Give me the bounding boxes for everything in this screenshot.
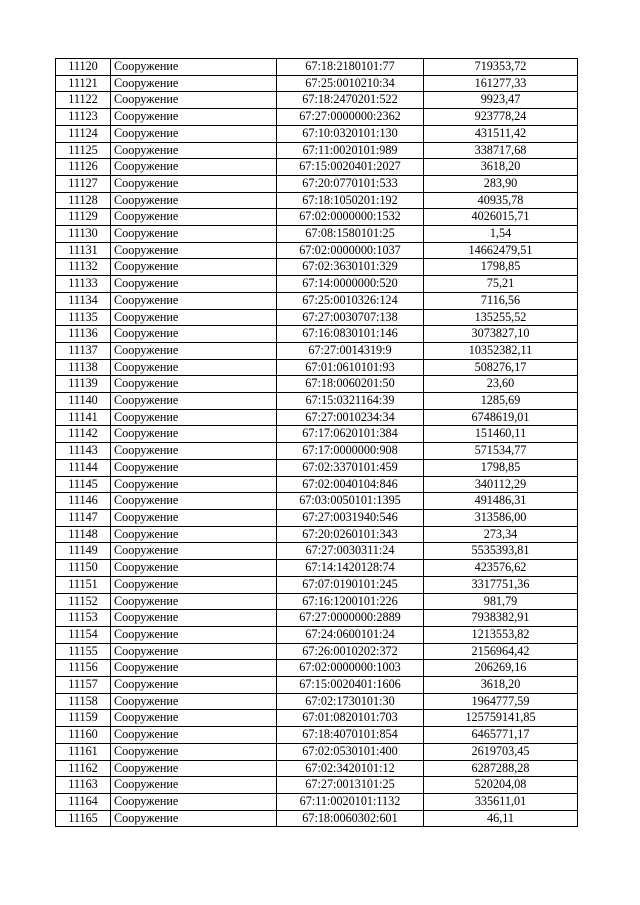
cadastral-number-cell: 67:18:1050201:192	[277, 192, 424, 209]
table-row	[56, 159, 578, 176]
cadastral-value-cell: 7938382,91	[424, 610, 578, 627]
cadastral-value-cell: 3618,20	[424, 677, 578, 694]
table-row	[56, 543, 578, 560]
table-row	[56, 409, 578, 426]
table-row	[56, 125, 578, 142]
row-number-cell: 11134	[56, 292, 111, 309]
row-number-cell: 11140	[56, 393, 111, 410]
object-type-cell: Сооружение	[111, 209, 277, 226]
cadastral-number-cell: 67:01:0820101:703	[277, 710, 424, 727]
row-number-cell: 11144	[56, 459, 111, 476]
object-type-cell: Сооружение	[111, 543, 277, 560]
table-row	[56, 426, 578, 443]
object-type-cell: Сооружение	[111, 426, 277, 443]
cadastral-value-cell: 571534,77	[424, 443, 578, 460]
row-number-cell: 11147	[56, 509, 111, 526]
table-row	[56, 192, 578, 209]
row-number-cell: 11154	[56, 626, 111, 643]
cadastral-value-cell: 206269,16	[424, 660, 578, 677]
cadastral-number-cell: 67:16:1200101:226	[277, 593, 424, 610]
cadastral-value-cell: 338717,68	[424, 142, 578, 159]
table-row	[56, 175, 578, 192]
object-type-cell: Сооружение	[111, 643, 277, 660]
object-type-cell: Сооружение	[111, 710, 277, 727]
cadastral-value-cell: 1798,85	[424, 259, 578, 276]
cadastral-value-cell: 1285,69	[424, 393, 578, 410]
object-type-cell: Сооружение	[111, 760, 277, 777]
object-type-cell: Сооружение	[111, 276, 277, 293]
object-type-cell: Сооружение	[111, 593, 277, 610]
row-number-cell: 11152	[56, 593, 111, 610]
table-row	[56, 292, 578, 309]
row-number-cell: 11131	[56, 242, 111, 259]
cadastral-number-cell: 67:18:0060201:50	[277, 376, 424, 393]
row-number-cell: 11151	[56, 576, 111, 593]
cadastral-number-cell: 67:01:0610101:93	[277, 359, 424, 376]
row-number-cell: 11126	[56, 159, 111, 176]
table-row	[56, 75, 578, 92]
row-number-cell: 11128	[56, 192, 111, 209]
row-number-cell: 11142	[56, 426, 111, 443]
cadastral-value-cell: 151460,11	[424, 426, 578, 443]
object-type-cell: Сооружение	[111, 376, 277, 393]
cadastral-value-cell: 981,79	[424, 593, 578, 610]
object-type-cell: Сооружение	[111, 693, 277, 710]
cadastral-number-cell: 67:14:1420128:74	[277, 560, 424, 577]
row-number-cell: 11137	[56, 342, 111, 359]
cadastral-value-cell: 340112,29	[424, 476, 578, 493]
row-number-cell: 11155	[56, 643, 111, 660]
cadastral-value-cell: 431511,42	[424, 125, 578, 142]
registry-table	[55, 58, 578, 827]
cadastral-value-cell: 283,90	[424, 175, 578, 192]
cadastral-number-cell: 67:02:1730101:30	[277, 693, 424, 710]
object-type-cell: Сооружение	[111, 393, 277, 410]
cadastral-value-cell: 75,21	[424, 276, 578, 293]
row-number-cell: 11136	[56, 326, 111, 343]
cadastral-number-cell: 67:20:0260101:343	[277, 526, 424, 543]
object-type-cell: Сооружение	[111, 409, 277, 426]
table-row	[56, 309, 578, 326]
table-row	[56, 359, 578, 376]
object-type-cell: Сооружение	[111, 326, 277, 343]
row-number-cell: 11130	[56, 226, 111, 243]
cadastral-value-cell: 508276,17	[424, 359, 578, 376]
cadastral-value-cell: 1798,85	[424, 459, 578, 476]
cadastral-value-cell: 1,54	[424, 226, 578, 243]
table-row	[56, 643, 578, 660]
cadastral-value-cell: 161277,33	[424, 75, 578, 92]
cadastral-number-cell: 67:15:0020401:1606	[277, 677, 424, 694]
object-type-cell: Сооружение	[111, 810, 277, 827]
table-row	[56, 242, 578, 259]
object-type-cell: Сооружение	[111, 793, 277, 810]
cadastral-value-cell: 2619703,45	[424, 743, 578, 760]
row-number-cell: 11157	[56, 677, 111, 694]
object-type-cell: Сооружение	[111, 192, 277, 209]
cadastral-value-cell: 1213553,82	[424, 626, 578, 643]
cadastral-number-cell: 67:17:0620101:384	[277, 426, 424, 443]
row-number-cell: 11160	[56, 727, 111, 744]
object-type-cell: Сооружение	[111, 159, 277, 176]
table-row	[56, 342, 578, 359]
cadastral-value-cell: 14662479,51	[424, 242, 578, 259]
row-number-cell: 11141	[56, 409, 111, 426]
cadastral-value-cell: 719353,72	[424, 59, 578, 76]
table-row	[56, 793, 578, 810]
cadastral-number-cell: 67:27:0000000:2889	[277, 610, 424, 627]
object-type-cell: Сооружение	[111, 443, 277, 460]
cadastral-value-cell: 10352382,11	[424, 342, 578, 359]
cadastral-number-cell: 67:11:0020101:1132	[277, 793, 424, 810]
row-number-cell: 11135	[56, 309, 111, 326]
object-type-cell: Сооружение	[111, 226, 277, 243]
cadastral-number-cell: 67:18:2470201:522	[277, 92, 424, 109]
cadastral-value-cell: 2156964,42	[424, 643, 578, 660]
table-row	[56, 810, 578, 827]
table-row	[56, 376, 578, 393]
cadastral-value-cell: 40935,78	[424, 192, 578, 209]
table-row	[56, 109, 578, 126]
table-row	[56, 560, 578, 577]
row-number-cell: 11133	[56, 276, 111, 293]
object-type-cell: Сооружение	[111, 309, 277, 326]
table-row	[56, 660, 578, 677]
cadastral-number-cell: 67:11:0020101:989	[277, 142, 424, 159]
cadastral-number-cell: 67:15:0321164:39	[277, 393, 424, 410]
row-number-cell: 11127	[56, 175, 111, 192]
cadastral-value-cell: 1964777,59	[424, 693, 578, 710]
cadastral-number-cell: 67:25:0010326:124	[277, 292, 424, 309]
table-row	[56, 476, 578, 493]
cadastral-value-cell: 923778,24	[424, 109, 578, 126]
table-row	[56, 610, 578, 627]
cadastral-number-cell: 67:02:0040104:846	[277, 476, 424, 493]
cadastral-value-cell: 273,34	[424, 526, 578, 543]
object-type-cell: Сооружение	[111, 476, 277, 493]
cadastral-number-cell: 67:27:0031940:546	[277, 509, 424, 526]
row-number-cell: 11124	[56, 125, 111, 142]
row-number-cell: 11125	[56, 142, 111, 159]
cadastral-number-cell: 67:27:0030311:24	[277, 543, 424, 560]
cadastral-number-cell: 67:02:0530101:400	[277, 743, 424, 760]
table-row	[56, 326, 578, 343]
object-type-cell: Сооружение	[111, 677, 277, 694]
object-type-cell: Сооружение	[111, 109, 277, 126]
table-row	[56, 276, 578, 293]
row-number-cell: 11146	[56, 493, 111, 510]
row-number-cell: 11138	[56, 359, 111, 376]
cadastral-number-cell: 67:18:0060302:601	[277, 810, 424, 827]
row-number-cell: 11164	[56, 793, 111, 810]
row-number-cell: 11165	[56, 810, 111, 827]
table-row	[56, 393, 578, 410]
cadastral-number-cell: 67:02:0000000:1003	[277, 660, 424, 677]
table-row	[56, 259, 578, 276]
cadastral-number-cell: 67:27:0014319:9	[277, 342, 424, 359]
row-number-cell: 11150	[56, 560, 111, 577]
row-number-cell: 11145	[56, 476, 111, 493]
table-row	[56, 142, 578, 159]
cadastral-value-cell: 520204,08	[424, 777, 578, 794]
cadastral-value-cell: 423576,62	[424, 560, 578, 577]
cadastral-value-cell: 335611,01	[424, 793, 578, 810]
table-row	[56, 626, 578, 643]
object-type-cell: Сооружение	[111, 142, 277, 159]
cadastral-number-cell: 67:16:0830101:146	[277, 326, 424, 343]
row-number-cell: 11153	[56, 610, 111, 627]
row-number-cell: 11139	[56, 376, 111, 393]
cadastral-number-cell: 67:25:0010210:34	[277, 75, 424, 92]
object-type-cell: Сооружение	[111, 459, 277, 476]
object-type-cell: Сооружение	[111, 626, 277, 643]
object-type-cell: Сооружение	[111, 342, 277, 359]
object-type-cell: Сооружение	[111, 292, 277, 309]
object-type-cell: Сооружение	[111, 75, 277, 92]
table-row	[56, 226, 578, 243]
object-type-cell: Сооружение	[111, 560, 277, 577]
cadastral-value-cell: 313586,00	[424, 509, 578, 526]
cadastral-number-cell: 67:26:0010202:372	[277, 643, 424, 660]
object-type-cell: Сооружение	[111, 175, 277, 192]
cadastral-value-cell: 3317751,36	[424, 576, 578, 593]
cadastral-number-cell: 67:10:0320101:130	[277, 125, 424, 142]
cadastral-number-cell: 67:14:0000000:520	[277, 276, 424, 293]
cadastral-number-cell: 67:24:0600101:24	[277, 626, 424, 643]
cadastral-number-cell: 67:18:4070101:854	[277, 727, 424, 744]
table-row	[56, 710, 578, 727]
cadastral-value-cell: 4026015,71	[424, 209, 578, 226]
row-number-cell: 11161	[56, 743, 111, 760]
cadastral-value-cell: 3618,20	[424, 159, 578, 176]
row-number-cell: 11143	[56, 443, 111, 460]
table-row	[56, 209, 578, 226]
cadastral-value-cell: 135255,52	[424, 309, 578, 326]
object-type-cell: Сооружение	[111, 610, 277, 627]
cadastral-value-cell: 23,60	[424, 376, 578, 393]
cadastral-number-cell: 67:03:0050101:1395	[277, 493, 424, 510]
cadastral-number-cell: 67:02:0000000:1037	[277, 242, 424, 259]
table-row	[56, 493, 578, 510]
cadastral-value-cell: 5535393,81	[424, 543, 578, 560]
object-type-cell: Сооружение	[111, 743, 277, 760]
object-type-cell: Сооружение	[111, 242, 277, 259]
table-row	[56, 727, 578, 744]
row-number-cell: 11129	[56, 209, 111, 226]
table-row	[56, 593, 578, 610]
cadastral-number-cell: 67:27:0030707:138	[277, 309, 424, 326]
row-number-cell: 11121	[56, 75, 111, 92]
object-type-cell: Сооружение	[111, 526, 277, 543]
table-row	[56, 59, 578, 76]
cadastral-number-cell: 67:02:3370101:459	[277, 459, 424, 476]
row-number-cell: 11148	[56, 526, 111, 543]
object-type-cell: Сооружение	[111, 359, 277, 376]
cadastral-value-cell: 125759141,85	[424, 710, 578, 727]
cadastral-value-cell: 491486,31	[424, 493, 578, 510]
table-row	[56, 693, 578, 710]
table-row	[56, 677, 578, 694]
cadastral-number-cell: 67:08:1580101:25	[277, 226, 424, 243]
cadastral-number-cell: 67:17:0000000:908	[277, 443, 424, 460]
cadastral-value-cell: 6748619,01	[424, 409, 578, 426]
object-type-cell: Сооружение	[111, 493, 277, 510]
table-row	[56, 443, 578, 460]
cadastral-value-cell: 3073827,10	[424, 326, 578, 343]
object-type-cell: Сооружение	[111, 259, 277, 276]
row-number-cell: 11162	[56, 760, 111, 777]
table-row	[56, 576, 578, 593]
object-type-cell: Сооружение	[111, 59, 277, 76]
object-type-cell: Сооружение	[111, 777, 277, 794]
object-type-cell: Сооружение	[111, 727, 277, 744]
cadastral-number-cell: 67:20:0770101:533	[277, 175, 424, 192]
cadastral-value-cell: 6287288,28	[424, 760, 578, 777]
table-row	[56, 459, 578, 476]
table-row	[56, 509, 578, 526]
row-number-cell: 11156	[56, 660, 111, 677]
cadastral-number-cell: 67:02:3630101:329	[277, 259, 424, 276]
cadastral-value-cell: 7116,56	[424, 292, 578, 309]
table-row	[56, 92, 578, 109]
row-number-cell: 11163	[56, 777, 111, 794]
row-number-cell: 11120	[56, 59, 111, 76]
row-number-cell: 11159	[56, 710, 111, 727]
object-type-cell: Сооружение	[111, 576, 277, 593]
cadastral-number-cell: 67:07:0190101:245	[277, 576, 424, 593]
table-row	[56, 777, 578, 794]
registry-table-body	[56, 59, 578, 827]
cadastral-number-cell: 67:18:2180101:77	[277, 59, 424, 76]
object-type-cell: Сооружение	[111, 509, 277, 526]
cadastral-number-cell: 67:27:0013101:25	[277, 777, 424, 794]
cadastral-number-cell: 67:27:0000000:2362	[277, 109, 424, 126]
table-row	[56, 743, 578, 760]
row-number-cell: 11149	[56, 543, 111, 560]
cadastral-number-cell: 67:27:0010234:34	[277, 409, 424, 426]
row-number-cell: 11122	[56, 92, 111, 109]
object-type-cell: Сооружение	[111, 125, 277, 142]
table-row	[56, 526, 578, 543]
cadastral-value-cell: 9923,47	[424, 92, 578, 109]
cadastral-value-cell: 46,11	[424, 810, 578, 827]
object-type-cell: Сооружение	[111, 660, 277, 677]
row-number-cell: 11132	[56, 259, 111, 276]
cadastral-number-cell: 67:15:0020401:2027	[277, 159, 424, 176]
cadastral-number-cell: 67:02:0000000:1532	[277, 209, 424, 226]
object-type-cell: Сооружение	[111, 92, 277, 109]
cadastral-number-cell: 67:02:3420101:12	[277, 760, 424, 777]
row-number-cell: 11158	[56, 693, 111, 710]
row-number-cell: 11123	[56, 109, 111, 126]
cadastral-value-cell: 6465771,17	[424, 727, 578, 744]
table-row	[56, 760, 578, 777]
